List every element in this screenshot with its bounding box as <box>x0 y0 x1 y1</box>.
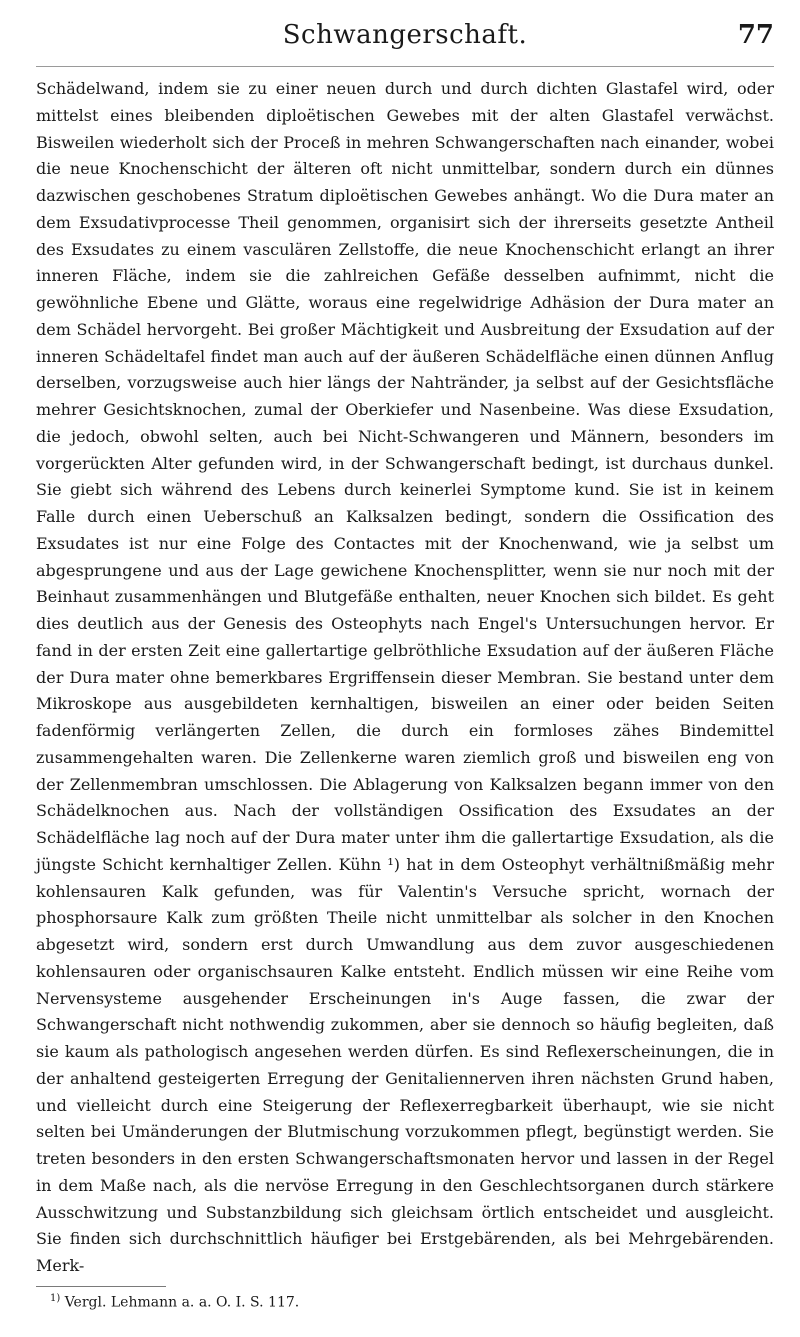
body-text <box>36 76 774 1280</box>
running-head <box>36 20 774 67</box>
footnote <box>36 1289 774 1313</box>
page-number: 77 <box>737 20 774 50</box>
footnote-marker: 1) <box>50 1292 61 1304</box>
running-head-title: Schwangerschaft. <box>282 20 528 50</box>
footnote-divider <box>36 1286 166 1287</box>
footnote-text: Vergl. Lehmann a. a. O. I. S. 117. <box>64 1294 300 1311</box>
body-paragraph: Schädelwand, indem sie zu einer neuen durch und durch dichten Glastafel wird, oder mittelst eines bleibenden diploëtischen Gewebes mit der alten Glastafel verwächst. Bisweilen wiederholt sich der Proceß in mehren Schwangerschaften nach einander, wobei die neue Knochenschicht der älteren oft nicht unmittelbar, sondern durch ein dünnes dazwischen geschobenes Stratum diploëtischen Gewebes anhängt. Wo die Dura mater an dem Exsudativprocesse Theil genommen, organisirt sich der ihrerseits gesetzte Antheil des Exsudates zu einem vasculären Zellstoffe, die neue Knochenschicht erlangt an ihrer inneren Fläche, indem sie die zahlreichen Gefäße desselben aufnimmt, nicht die gewöhnliche Ebene und Glätte, woraus eine regelwidrige Adhäsion der Dura mater an dem Schädel hervorgeht. Bei großer Mächtigkeit und Ausbreitung der Exsudation auf der inneren Schädeltafel findet man auch auf der äußeren Schädelfläche einen dünnen Anflug derselben, vorzugsweise auch hier längs der Nahtränder, ja selbst auf der Gesichtsfläche mehrer Gesichtsknochen, zumal der Oberkiefer und Nasenbeine. Was diese Exsudation, die jedoch, obwohl selten, auch bei Nicht-Schwangeren und Männern, besonders im vorgerückten Alter gefunden wird, in der Schwangerschaft bedingt, ist durchaus dunkel. Sie giebt sich während des Lebens durch keinerlei Symptome kund. Sie ist in keinem Falle durch einen Ueberschuß an Kalksalzen bedingt, sondern die Ossification des Exsudates ist nur eine Folge des Contactes mit der Knochenwand, wie ja selbst um abgesprungene und aus der Lage gewichene Knochensplitter, wenn sie nur noch mit der Beinhaut zusammenhängen und Blutgefäße enthalten, neuer Knochen sich bildet. Es geht dies deutlich aus der Genesis des Osteophyts nach Engel's Untersuchungen hervor. Er fand in der ersten Zeit eine gallertartige gelbröthliche Exsudation auf der äußeren Fläche der Dura mater ohne bemerkbares Ergriffensein dieser Membran. Sie bestand unter dem Mikroskope aus ausgebildeten kernhaltigen, bisweilen an einer oder beiden Seiten fadenförmig verlängerten Zellen, die durch ein formloses zähes Bindemittel zusammengehalten waren. Die Zellenkerne waren ziemlich groß und bisweilen eng von der Zellenmembran umschlossen. Die Ablagerung von Kalksalzen begann immer von den Schädelknochen aus. Nach der vollständigen Ossification des Exsudates an der Schädelfläche lag noch auf der Dura mater unter ihm die gallertartige Exsudation, als die jüngste Schicht kernhaltiger Zellen. Kühn ¹) hat in dem Osteophyt verhältnißmäßig mehr kohlensauren Kalk gefunden, was für Valentin's Versuche spricht, wornach der phosphorsaure Kalk zum größten Theile nicht unmittelbar als solcher in den Knochen abgesetzt wird, sondern erst durch Umwandlung aus dem zuvor ausgeschiedenen kohlensauren oder organischsauren Kalke entsteht. Endlich müssen wir eine Reihe vom Nervensysteme ausgehender Erscheinungen in's Auge fassen, die zwar der Schwangerschaft nicht nothwendig zukommen, aber sie dennoch so häufig begleiten, daß sie kaum als pathologisch angesehen werden dürfen. Es sind Reflexerscheinungen, die in der anhaltend gesteigerten Erregung der Genitaliennerven ihren nächsten Grund haben, und vielleicht durch eine Steigerung der Reflexerregbarkeit überhaupt, wie sie nicht selten bei Umänderungen der Blutmischung vorzukommen pflegt, begünstigt werden. Sie treten besonders in den ersten Schwangerschaftsmonaten hervor und lassen in der Regel in dem Maße nach, als die nervöse Erregung in den Geschlechtsorganen durch stärkere Ausschwitzung und Substanzbildung sich gleichsam örtlich entscheidet und ausgleicht. Sie finden sich durchschnittlich häufiger bei Erstgebärenden, als bei Mehrgebärenden. Merk- <box>36 79 774 1275</box>
